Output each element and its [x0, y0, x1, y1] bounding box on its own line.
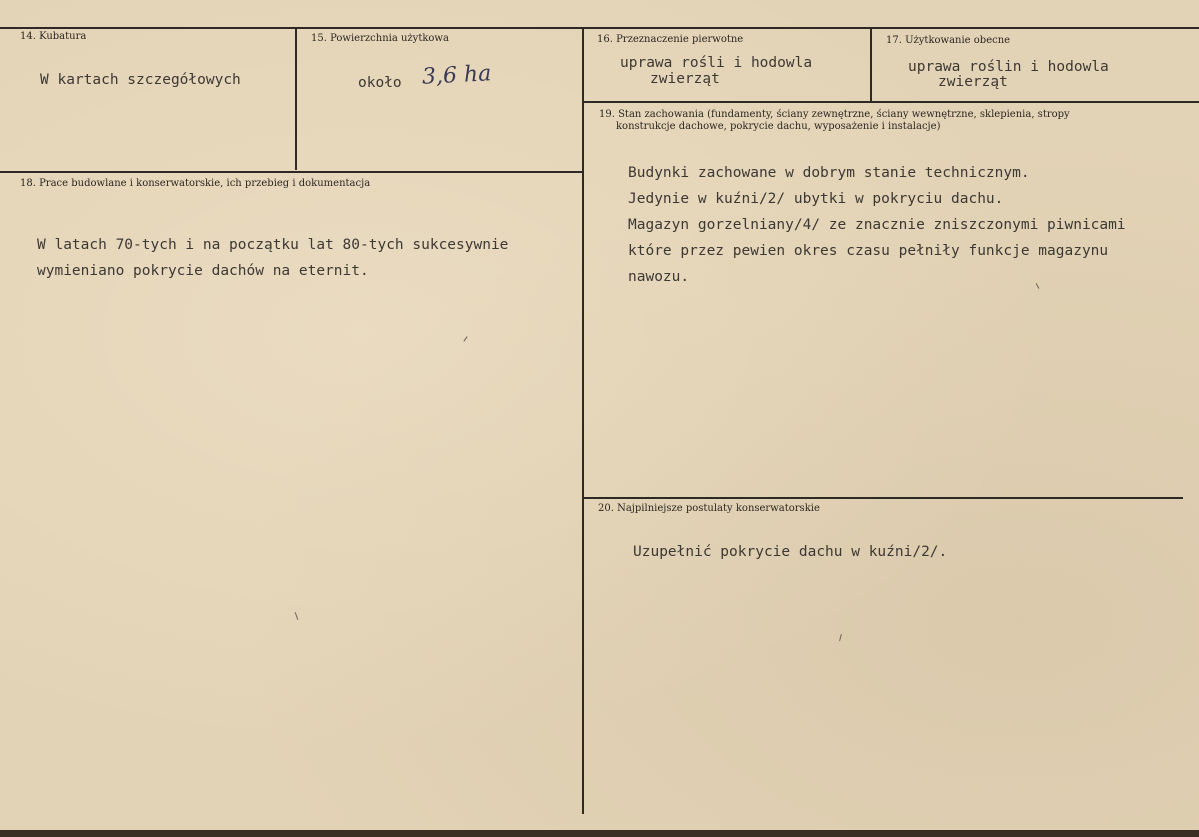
vertical-rule-14-15 [295, 28, 297, 170]
field-15-value-prefix: około [358, 75, 402, 91]
field-16-line-2: zwierząt [650, 71, 720, 87]
field-14-value: W kartach szczegółowych [40, 72, 241, 88]
field-17-line-2: zwierząt [938, 74, 1008, 90]
paper-speck [1036, 283, 1040, 289]
field-20-label: 20. Najpilniejsze postulaty konserwatorskie [598, 503, 820, 514]
field-18-label: 18. Prace budowlane i konserwatorskie, ich przebieg i dokumentacja [20, 178, 371, 189]
field-19-line-1: Budynki zachowane w dobrym stanie technicznym. [628, 165, 1030, 181]
field-14-label: 14. Kubatura [20, 31, 87, 42]
vertical-rule-16-17 [870, 28, 872, 102]
field-17-line-1: uprawa roślin i hodowla [908, 59, 1109, 75]
field-17-label: 17. Użytkowanie obecne [886, 35, 1011, 46]
paper-speck [839, 634, 842, 641]
vertical-rule-main [582, 28, 584, 814]
field-19-line-2: Jedynie w kuźni/2/ ubytki w pokryciu dachu. [628, 191, 1004, 207]
rule-19-bottom [583, 497, 1183, 499]
field-16-label: 16. Przeznaczenie pierwotne [597, 34, 744, 45]
field-18-line-1: W latach 70-tych i na początku lat 80-tych sukcesywnie [37, 237, 509, 253]
field-19-line-5: nawozu. [628, 269, 690, 285]
paper-speck [463, 336, 467, 341]
paper-speck [295, 612, 299, 620]
field-18-line-2: wymieniano pokrycie dachów na eternit. [37, 263, 369, 279]
top-rule [0, 27, 1199, 29]
field-19-line-3: Magazyn gorzelniany/4/ ze znacznie zniszczonymi piwnicami [628, 217, 1126, 233]
rule-16-17-bottom [583, 101, 1199, 103]
field-20-value: Uzupełnić pokrycie dachu w kuźni/2/. [633, 544, 948, 560]
field-19-line-4: które przez pewien okres czasu pełniły funkcje magazynu [628, 243, 1109, 259]
field-15-label: 15. Powierzchnia użytkowa [311, 33, 449, 44]
field-15-handwritten-value: 3,6 ha [421, 61, 492, 90]
field-19-label-line-1: 19. Stan zachowania (fundamenty, ściany zewnętrzne, ściany wewnętrzne, sklepienia, stropy [599, 109, 1070, 120]
rule-14-15-bottom [0, 171, 584, 173]
field-19-label-line-2: konstrukcje dachowe, pokrycie dachu, wyposażenie i instalacje) [616, 121, 941, 132]
field-16-line-1: uprawa rośli i hodowla [620, 55, 813, 71]
